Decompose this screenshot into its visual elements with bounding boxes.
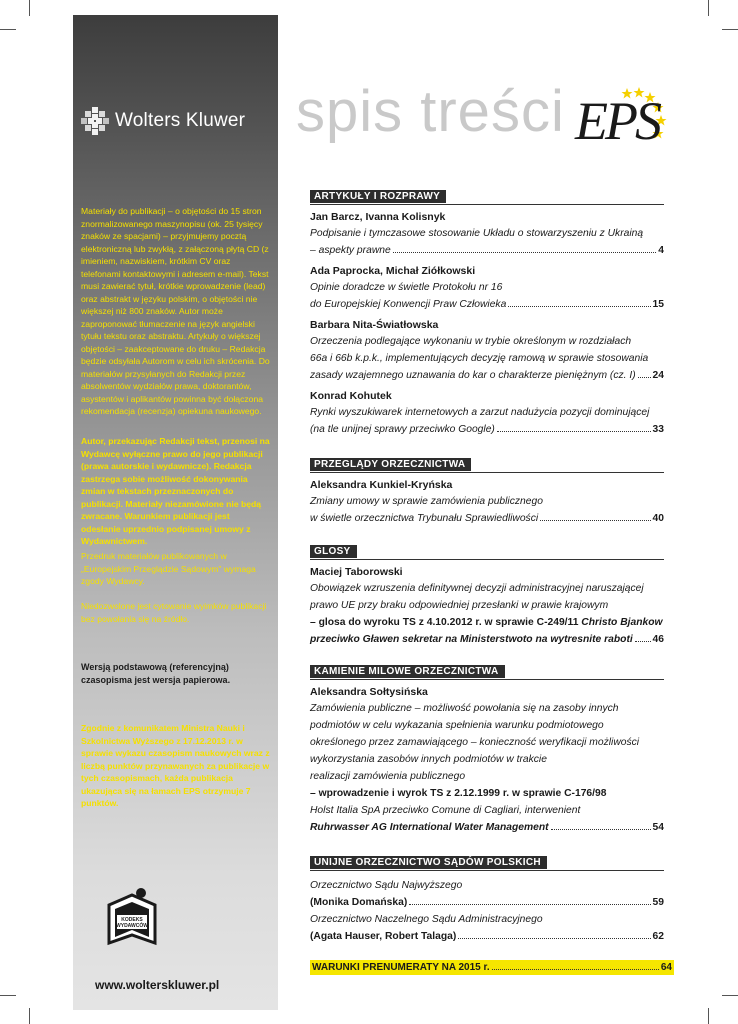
divider bbox=[310, 679, 664, 680]
toc-entry[interactable] bbox=[310, 296, 664, 313]
toc-entry[interactable] bbox=[310, 819, 664, 836]
toc-entry[interactable] bbox=[310, 631, 664, 648]
crop-mark bbox=[0, 29, 16, 30]
dot-leader bbox=[638, 377, 651, 378]
dot-leader bbox=[540, 520, 650, 521]
dot-leader bbox=[458, 938, 650, 939]
entry-case-name: Holst Italia SpA przeciwko Comune di Cagliari, interwenient bbox=[310, 805, 581, 816]
section-heading: ARTYKUŁY I ROZPRAWY bbox=[310, 190, 446, 203]
entry-title-line: Zmiany umowy w sprawie zamówienia publicznego bbox=[310, 496, 543, 507]
page-number: 40 bbox=[652, 513, 664, 524]
page-title: spis treści bbox=[296, 79, 565, 144]
toc-section-polish-courts bbox=[310, 852, 664, 945]
entry-author: Konrad Kohutek bbox=[310, 390, 392, 402]
subscription-label: WARUNKI PRENUMERATY NA 2015 r. bbox=[312, 962, 490, 973]
page-number: 59 bbox=[652, 897, 664, 908]
toc-section-milestones bbox=[310, 661, 664, 836]
dot-leader bbox=[497, 431, 651, 432]
entry-title-line: (na tle unijnej sprawy przeciwko Google) bbox=[310, 424, 495, 435]
page-number: 15 bbox=[652, 299, 664, 310]
crop-mark bbox=[29, 1008, 30, 1024]
dot-leader bbox=[393, 252, 657, 253]
toc-entry[interactable] bbox=[310, 894, 664, 911]
entry-case-name: Christo Bjankow bbox=[581, 617, 663, 628]
wolters-kluwer-logo-icon bbox=[81, 107, 109, 135]
entry-title-line: – aspekty prawne bbox=[310, 245, 391, 256]
dot-leader bbox=[409, 904, 650, 905]
crop-mark bbox=[708, 0, 709, 16]
entry-author: Jan Barcz, Ivanna Kolisnyk bbox=[310, 211, 446, 223]
page-number: 24 bbox=[652, 370, 664, 381]
entry-author: Aleksandra Sołtysińska bbox=[310, 686, 428, 698]
entry-title-line: do Europejskiej Konwencji Praw Człowieka bbox=[310, 299, 507, 310]
entry-judgment: – wprowadzenie i wyrok TS z 2.12.1999 r. w sprawie C-176/98 bbox=[310, 788, 607, 799]
submission-guidelines: Materiały do publikacji – o objętości do 15 stron znormalizowanego maszynopisu (ok. 25 tysięcy znaków ze spacjami) – przyjmujemy pocztą elektroniczną lub zwykłą, z załączoną płytą CD (z imieniem, nazwiskiem, krótkim CV oraz telefonami kontaktowymi i adresem e-mail). Tekst musi zawierać tytuł, krótkie wprowadzenie (lead) oraz abstrakt w języku polskim, o objętości nie większej niż 800 znaków. Autor może zaproponować tłumaczenie na język angielski tytułu tekstu oraz abstraktu. Artykuły o większej objętości – zaakceptowane do druku – Redakcja będzie odsyłała Autorom w celu ich skrócenia. Do materiałów przysyłanych do Redakcji przez absolwentów wydziałów prawa, doktorantów, asystentów i aplikantów powinna być dołączona rekomendacja (recenzja) opiekuna naukowego. bbox=[81, 206, 270, 416]
toc-section-case-reviews bbox=[310, 454, 664, 527]
page-number: 62 bbox=[652, 931, 664, 942]
toc-section-glosses bbox=[310, 541, 664, 648]
entry-author: Maciej Taborowski bbox=[310, 566, 403, 578]
section-heading: GLOSY bbox=[310, 545, 357, 558]
section-heading: UNIJNE ORZECZNICTWO SĄDÓW POLSKICH bbox=[310, 856, 547, 869]
entry-author: (Agata Hauser, Robert Talaga) bbox=[310, 931, 457, 942]
entry-author: Ada Paprocka, Michał Ziółkowski bbox=[310, 265, 476, 277]
dot-leader bbox=[492, 969, 659, 970]
entry-title-line: w świetle orzecznictwa Trybunału Sprawiedliwości bbox=[310, 513, 539, 524]
entry-title-line bbox=[310, 614, 664, 631]
subscription-entry[interactable] bbox=[310, 960, 674, 975]
entry-title-line: Zamówienia publiczne – możliwość powołania się na zasoby innych bbox=[310, 703, 619, 714]
toc-entry bbox=[310, 960, 674, 975]
entry-author: Aleksandra Kunkiel-Kryńska bbox=[310, 479, 453, 491]
section-heading: KAMIENIE MILOWE ORZECZNICTWA bbox=[310, 665, 505, 678]
entry-title-line: podmiotów w celu wykazania spełnienia warunku podmiotowego bbox=[310, 720, 604, 731]
page-number: 46 bbox=[652, 634, 664, 645]
toc-entry[interactable] bbox=[310, 928, 664, 945]
toc-entry[interactable] bbox=[310, 242, 664, 259]
reference-version-notice: Wersją podstawową (referencyjną) czasopisma jest wersja papierowa. bbox=[81, 662, 231, 685]
entry-title-line: Rynki wyszukiwarek internetowych a zarzut nadużycia pozycji dominującej bbox=[310, 407, 650, 418]
page-number: 64 bbox=[660, 962, 672, 973]
divider bbox=[310, 870, 664, 871]
publisher-name: Wolters Kluwer bbox=[115, 110, 246, 131]
entry-title-line: zasady wzajemnego uznawania do kar o charakterze pieniężnym (cz. I) bbox=[310, 370, 636, 381]
divider bbox=[310, 472, 664, 473]
entry-title-line: realizacji zamówienia publicznego bbox=[310, 771, 466, 782]
page-number: 33 bbox=[652, 424, 664, 435]
toc-entry[interactable] bbox=[310, 421, 664, 438]
crop-mark bbox=[722, 995, 738, 996]
section-heading: PRZEGLĄDY ORZECZNICTWA bbox=[310, 458, 471, 471]
journal-logo bbox=[575, 84, 675, 154]
dot-leader bbox=[635, 641, 651, 642]
entry-title-line: określonego przez zamawiającego – konieczność weryfikacji możliwości bbox=[310, 737, 640, 748]
entry-author: (Monika Domańska) bbox=[310, 897, 408, 908]
entry-title-line: prawo UE przy braku odpowiedniej przesłanki w prawie krajowym bbox=[310, 600, 609, 611]
entry-title-line: Orzecznictwo Naczelnego Sądu Administracyjnego bbox=[310, 914, 543, 925]
svg-text:KODEKS: KODEKS bbox=[121, 917, 143, 923]
crop-mark bbox=[722, 29, 738, 30]
ministry-points-notice: Zgodnie z komunikatem Ministra Nauki i Szkolnictwa Wyższego z 17.12.2013 r. w sprawie wykazu czasopism naukowych wraz z liczbą punktów przynawanych za publikacje w tych czasopismach, każda publikacja ukazująca się na łamach EPS otrzymuje 7 punktów. bbox=[81, 723, 270, 808]
entry-title-line: wykorzystania zasobów innych podmiotów w trakcie bbox=[310, 754, 547, 765]
divider bbox=[310, 204, 664, 205]
entry-title-line: 66a i 66b k.p.k., implementujących decyzję ramową w sprawie stosowania bbox=[310, 353, 649, 364]
toc-section-articles bbox=[310, 186, 664, 438]
page-number: 4 bbox=[658, 245, 664, 256]
svg-text:WYDAWCÓW: WYDAWCÓW bbox=[116, 923, 148, 929]
citation-notice: Niedozwolone jest cytowanie wyimków publikacji bez powołania się na źródło. bbox=[81, 601, 267, 624]
copyright-notice: Autor, przekazując Redakcji tekst, przenosi na Wydawcę wyłączne prawo do jego publikacji (prawa autorskie i wydawnicze). Redakcja zastrzega sobie możliwość dokonywania zmian w tekstach przeznaczonych do publikacji. Materiały niezamówione nie będą zwracane. Warunkiem publikacji jest odesłanie uprzednio podpisanej umowy z Wydawnictwem. bbox=[81, 436, 270, 546]
toc-entry[interactable] bbox=[310, 367, 664, 384]
website-url[interactable]: www.wolterskluwer.pl bbox=[95, 978, 220, 992]
publisher-logo bbox=[81, 107, 245, 135]
entry-title-line: Orzeczenia podlegające wykonaniu w trybie określonym w rozdziałach bbox=[310, 336, 632, 347]
kodeks-wydawcow-logo-icon bbox=[105, 885, 159, 951]
entry-case-name: Ruhrwasser AG International Water Management bbox=[310, 822, 549, 833]
crop-mark bbox=[29, 0, 30, 16]
toc-entry[interactable] bbox=[310, 510, 664, 527]
divider bbox=[310, 559, 664, 560]
entry-case-name: przeciwko Gławen sekretar na Ministerstwoto na wytresnite raboti bbox=[310, 634, 633, 645]
entry-title-line: Podpisanie i tymczasowe stosowanie Układu o stowarzyszeniu z Ukrainą bbox=[310, 228, 644, 239]
entry-title-line: Obowiązek wzruszenia definitywnej decyzji administracyjnej naruszającej bbox=[310, 583, 644, 594]
entry-title-line: Opinie doradcze w świetle Protokołu nr 16 bbox=[310, 282, 503, 293]
crop-mark bbox=[0, 995, 16, 996]
reprint-notice: Przedruk materiałów publikowanych w „Europejskim Przeglądzie Sądowym” wymaga zgody Wydawcy. bbox=[81, 551, 256, 586]
entry-title-line: Orzecznictwo Sądu Najwyższego bbox=[310, 880, 463, 891]
dot-leader bbox=[551, 829, 651, 830]
dot-leader bbox=[508, 306, 650, 307]
page-number: 54 bbox=[652, 822, 664, 833]
eps-logo-text: EPS bbox=[575, 91, 659, 151]
entry-judgment: – glosa do wyroku TS z 4.10.2012 r. w sprawie C-249/11 bbox=[310, 617, 579, 628]
crop-mark bbox=[708, 1008, 709, 1024]
entry-author: Barbara Nita-Światłowska bbox=[310, 319, 439, 331]
sidebar bbox=[73, 15, 278, 1010]
